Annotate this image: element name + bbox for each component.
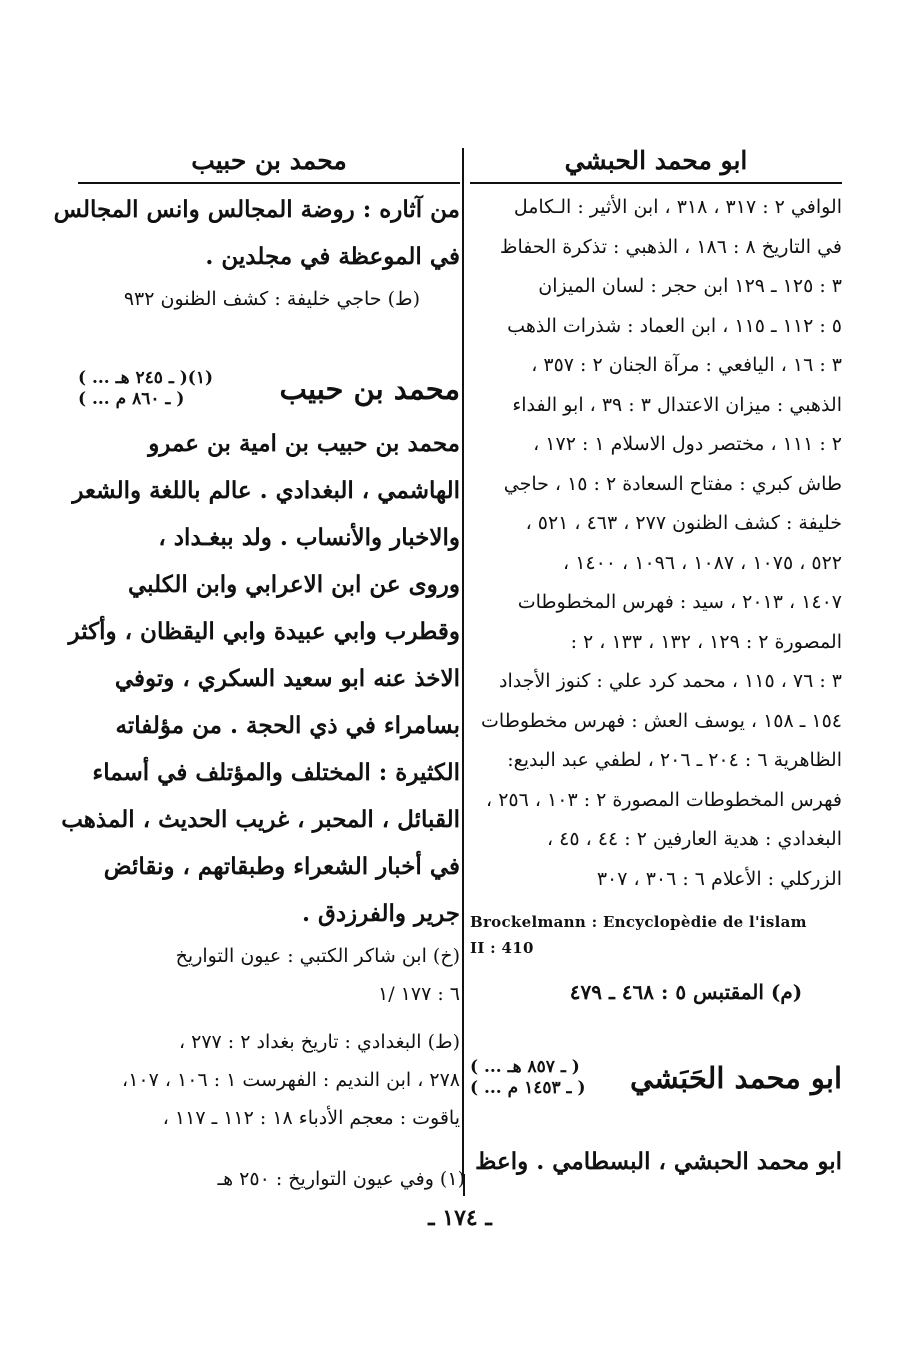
entry-heading xyxy=(78,368,460,410)
muqtabas-line: (م) المقتبس ٥ : ٤٦٨ ـ ٤٧٩ xyxy=(569,980,803,1004)
right-column-references xyxy=(470,188,842,899)
column-divider xyxy=(462,148,464,1180)
reference-line: ٥ : ١١٢ ـ ١١٥ ، ابن العماد : شذرات الذهب xyxy=(507,314,842,337)
entry-references xyxy=(78,937,460,1137)
entry-heading xyxy=(470,1057,842,1099)
entry-date-gregorian: ( ... ـ ٨٦٠ م ) xyxy=(78,389,185,409)
entry-body-first-line: ابو محمد الحبشي ، البسطامي . واعظ xyxy=(475,1148,842,1175)
reference-line: الزركلي : الأعلام ٦ : ٣٠٦ ، ٣٠٧ xyxy=(596,867,842,890)
reference-line: فهرس المخطوطات المصورة ٢ : ١٠٣ ، ٢٥٦ ، xyxy=(486,788,842,811)
reference-line: ٣ : ٧٦ ، ١١٥ ، محمد كرد علي : كنوز الأجداد xyxy=(499,670,842,692)
reference-line: المصورة ٢ : ١٢٩ ، ١٣٢ ، ١٣٣ ، ٢ : xyxy=(570,630,842,653)
reference-line: ١٥٤ ـ ١٥٨ ، يوسف العش : فهرس مخطوطات xyxy=(481,709,842,732)
reference-line: في التاريخ ٨ : ١٨٦ ، الذهبي : تذكرة الحفاظ xyxy=(499,235,842,258)
entry-date-hijri: ( ... ـ ٨٥٧ هـ ) xyxy=(470,1056,580,1077)
left-column xyxy=(53,140,460,1137)
body-line: الاخذ عنه ابو سعيد السكري ، وتوفي xyxy=(114,665,460,692)
footnote: (١) وفي عيون التواريخ : ٢٥٠ هـ xyxy=(217,1168,465,1190)
body-line: وروى عن ابن الاعرابي وابن الكلبي xyxy=(127,571,460,598)
body-line: جرير والفرزدق . xyxy=(301,900,460,927)
entry-dates xyxy=(470,1057,586,1099)
body-line: محمد بن حبيب بن امية بن عمرو xyxy=(148,430,460,457)
reference-line: ٥٢٢ ، ١٠٧٥ ، ١٠٨٧ ، ١٠٩٦ ، ١٤٠٠ ، xyxy=(563,551,842,574)
body-line: الهاشمي ، البغدادي . عالم باللغة والشعر xyxy=(72,477,460,504)
entry-title: ابو محمد الحَبَشي xyxy=(630,1060,842,1095)
entry-dates xyxy=(78,368,213,410)
muqtabas-reference xyxy=(470,973,842,1013)
reference-line: ٢٧٨ ، ابن النديم : الفهرست ١ : ١٠٦ ، ١٠٧، xyxy=(122,1069,460,1091)
reference-line: خليفة : كشف الظنون ٢٧٧ ، ٤٦٣ ، ٥٢١ ، xyxy=(525,512,842,534)
body-line: الكثيرة : المختلف والمؤتلف في أسماء xyxy=(92,759,460,786)
reference-line: الظاهرية ٦ : ٢٠٤ ـ ٢٠٦ ، لطفي عبد البديع: xyxy=(507,749,842,771)
reference-line: الذهبي : ميزان الاعتدال ٣ : ٣٩ ، ابو الفداء xyxy=(512,393,842,416)
body-line: من آثاره : روضة المجالس وانس المجالس xyxy=(53,196,460,223)
latin-reference-line: Brockelmann : Encyclopèdie de l'islam xyxy=(470,913,807,931)
entry-title: محمد بن حبيب xyxy=(279,372,460,406)
body-line: وقطرب وابي عبيدة وابي اليقظان ، وأكثر xyxy=(68,618,460,645)
body-line: والاخبار والأنساب . ولد ببغـداد ، xyxy=(158,524,460,551)
entry-date-gregorian: ( ... ـ ١٤٥٣ م ) xyxy=(470,1077,586,1098)
page-number: ـ ١٧٤ ـ xyxy=(428,1205,492,1231)
body-line: بسامراء في ذي الحجة . من مؤلفاته xyxy=(115,712,460,739)
entry-date-hijri: ( ... ـ ٢٤٥ هـ )(١) xyxy=(78,368,214,388)
reference-line: ٣ : ١٦ ، اليافعي : مرآة الجنان ٢ : ٣٥٧ ، xyxy=(531,354,842,376)
latin-reference xyxy=(470,909,842,961)
reference-line: ٦ : ١٧٧ /١ xyxy=(378,983,460,1005)
reference-line: الوافي ٢ : ٣١٧ ، ٣١٨ ، ابن الأثير : الـكامل xyxy=(513,196,842,218)
previous-entry-continuation xyxy=(53,186,460,318)
right-column xyxy=(470,140,842,1099)
reference-line: طاش كبري : مفتاح السعادة ٢ : ١٥ ، حاجي xyxy=(503,472,842,495)
entry-body xyxy=(61,420,460,937)
latin-reference-line: II : 410 xyxy=(470,939,534,957)
body-line: في الموعظة في مجلدين . xyxy=(205,243,460,270)
reference-line: ١٤٠٧ ، ٢٠١٣ ، سيد : فهرس المخطوطات xyxy=(517,591,842,613)
reference-line: (ط) حاجي خليفة : كشف الظنون ٩٣٢ xyxy=(123,288,420,310)
reference-line: ياقوت : معجم الأدباء ١٨ : ١١٢ ـ ١١٧ ، xyxy=(162,1107,460,1129)
right-running-header: ابو محمد الحبشي xyxy=(564,146,748,175)
reference-line: ٣ : ١٢٥ ـ ١٢٩ ابن حجر : لسان الميزان xyxy=(538,275,842,297)
body-line: في أخبار الشعراء وطبقاتهم ، ونقائض xyxy=(103,853,460,880)
body-line: القبائل ، المحبر ، غريب الحديث ، المذهب xyxy=(61,806,460,833)
reference-line: البغدادي : هدية العارفين ٢ : ٤٤ ، ٤٥ ، xyxy=(547,828,842,850)
reference-line: (خ) ابن شاكر الكتبي : عيون التواريخ xyxy=(175,945,460,967)
reference-line: ٢ : ١١١ ، مختصر دول الاسلام ١ : ١٧٢ ، xyxy=(533,433,842,455)
left-running-header: محمد بن حبيب xyxy=(191,146,347,175)
reference-line: (ط) البغدادي : تاريخ بغداد ٢ : ٢٧٧ ، xyxy=(178,1031,460,1053)
